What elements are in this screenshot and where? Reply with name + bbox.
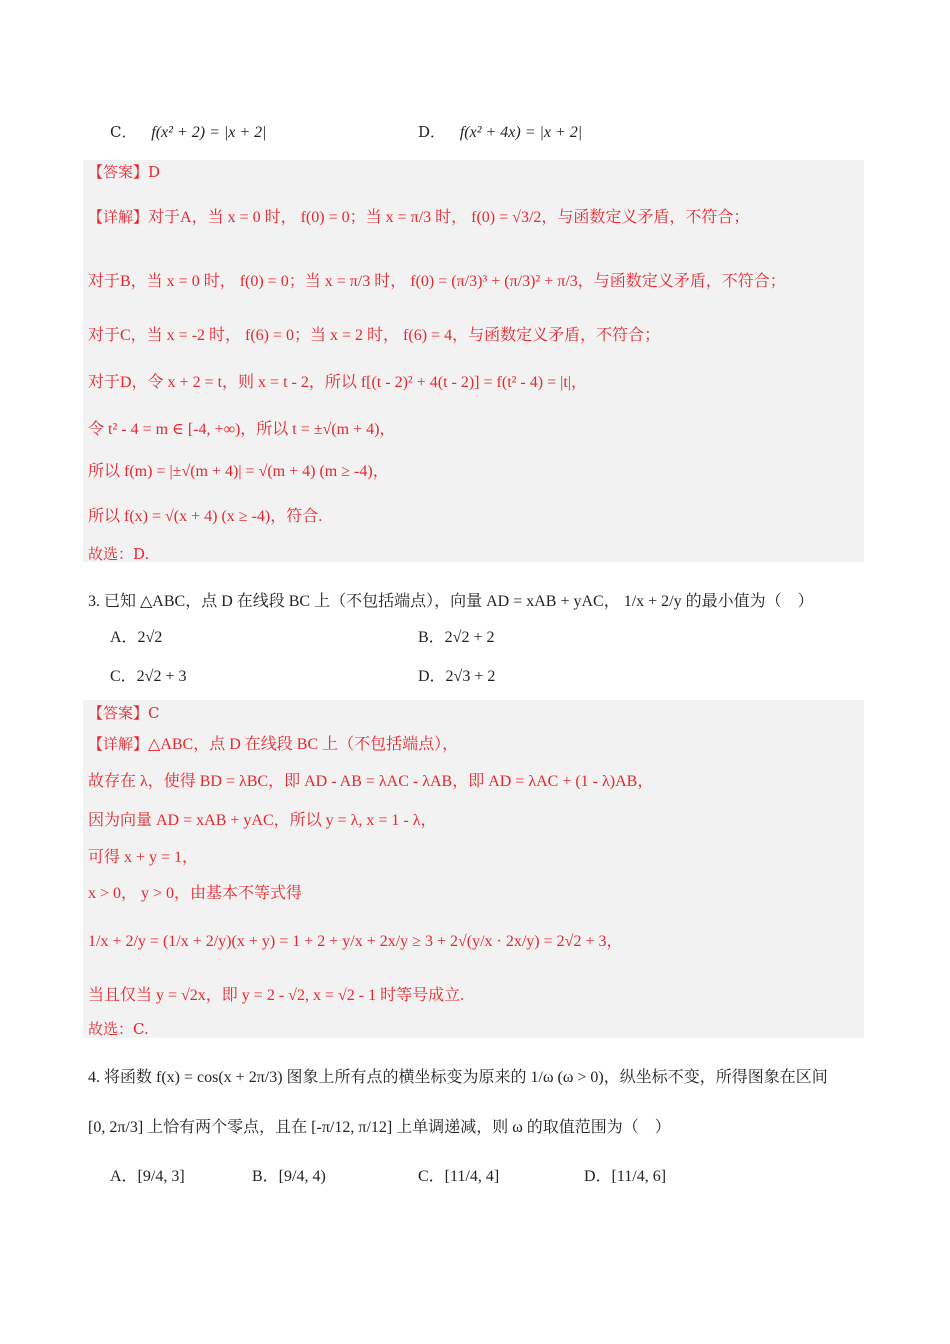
q4-option-d: D．[11/4, 6]	[584, 1168, 667, 1185]
q2-detail-line-1	[88, 206, 864, 229]
q3-detail-line-2	[88, 770, 864, 793]
q3-detail-line-8	[88, 1018, 864, 1040]
q2-option-d	[418, 121, 582, 144]
q2-option-c-label: C．	[110, 123, 137, 141]
q3-detail-text-7: 当且仅当 y = √2x，即 y = 2 - √2, x = √2 - 1 时等号成立.	[88, 987, 465, 1004]
q4-option-c: C．[11/4, 4]	[418, 1168, 500, 1185]
q2-answer-value: D	[148, 163, 161, 181]
q2-detail-text-8: 故选：D.	[88, 545, 150, 563]
q2-detail-line-7	[88, 505, 864, 528]
q3-detail-text-5: x > 0， y > 0，由基本不等式得	[88, 885, 303, 902]
q3-detail-line-7	[88, 984, 864, 1007]
q3-detail-line-3	[88, 809, 864, 832]
q3-detail-line-5	[88, 882, 864, 905]
q3-detail-text-2: 故存在 λ，使得 BD = λBC，即 AD - AB = λAC - λAB，即 AD = λAC + (1 - λ)AB，	[88, 773, 654, 790]
q3-option-a: A．2√2	[110, 629, 163, 646]
q2-detail-text-4: 对于D，令 x + 2 = t，则 x = t - 2，所以 f[(t - 2)² + 4(t - 2)] = f(t² - 4) = |t|，	[88, 374, 587, 391]
q2-detail-text-3: 对于C，当 x = -2 时， f(6) = 0；当 x = 2 时， f(6) = 4，与函数定义矛盾，不符合；	[88, 327, 661, 344]
q2-detail-text-7: 所以 f(x) = √(x + 4) (x ≥ -4)，符合.	[88, 508, 323, 525]
q2-option-d-label: D．	[418, 123, 446, 141]
q3-stem-text: 3. 已知 △ABC，点 D 在线段 BC 上（不包括端点），向量 AD = xAB + yAC， 1/x + 2/y 的最小值为（ ）	[88, 593, 814, 610]
q2-detail-line-6	[88, 460, 864, 483]
q2-answer-line	[88, 161, 864, 183]
q4-stem-line-1	[88, 1066, 864, 1089]
q2-option-d-expr: f(x² + 4x) = |x + 2|	[459, 124, 583, 141]
q3-detail-tag: 【详解】	[88, 735, 149, 753]
q4-stem-text-2: [0, 2π/3] 上恰有两个零点，且在 [-π/12, π/12] 上单调递减，则 ω 的取值范围为（ ）	[88, 1119, 671, 1136]
q2-detail-line-4	[88, 371, 864, 394]
q2-option-c-expr: f(x² + 2) = |x + 2|	[151, 124, 267, 141]
q4-option-b: B．[9/4, 4)	[252, 1168, 326, 1185]
q2-detail-line-2	[88, 270, 864, 293]
q2-detail-text-1: 对于A，当 x = 0 时， f(0) = 0；当 x = π/3 时， f(0) = √3/2，与函数定义矛盾，不符合；	[148, 209, 750, 226]
q3-option-d: D．2√3 + 2	[418, 668, 496, 685]
q3-answer-value: C	[148, 704, 160, 722]
q3-detail-line-4	[88, 846, 864, 869]
q3-detail-text-1: △ABC，点 D 在线段 BC 上（不包括端点），	[148, 736, 459, 753]
q2-detail-text-6: 所以 f(m) = |±√(m + 4)| = √(m + 4) (m ≥ -4)，	[88, 463, 389, 480]
q2-option-c	[110, 121, 267, 144]
q3-detail-text-8: 故选：C.	[88, 1020, 149, 1038]
q2-detail-text-2: 对于B，当 x = 0 时， f(0) = 0；当 x = π/3 时， f(0) = (π/3)³ + (π/3)² + π/3，与函数定义矛盾，不符合；	[88, 273, 786, 290]
q3-detail-line-6	[88, 930, 864, 953]
q3-option-b: B．2√2 + 2	[418, 629, 495, 646]
q3-detail-line-1	[88, 733, 864, 756]
q4-stem-line-2	[88, 1116, 864, 1139]
q2-detail-line-5	[88, 418, 864, 441]
q2-detail-line-3	[88, 324, 864, 347]
q4-stem-text-1: 4. 将函数 f(x) = cos(x + 2π/3) 图象上所有点的横坐标变为原来的 1/ω (ω > 0)，纵坐标不变，所得图象在区间	[88, 1069, 828, 1086]
q3-option-c: C．2√2 + 3	[110, 668, 187, 685]
q3-answer-tag: 【答案】	[88, 704, 149, 722]
q2-detail-text-5: 令 t² - 4 = m ∈ [-4, +∞)，所以 t = ±√(m + 4)，	[88, 421, 396, 438]
q3-detail-text-6: 1/x + 2/y = (1/x + 2/y)(x + y) = 1 + 2 + y/x + 2x/y ≥ 3 + 2√(y/x · 2x/y) = 2√2 + 3，	[88, 933, 623, 950]
q3-answer-line	[88, 702, 864, 724]
q3-stem	[88, 590, 864, 613]
q3-detail-text-4: 可得 x + y = 1，	[88, 849, 199, 866]
q2-detail-line-8	[88, 543, 864, 565]
q4-option-a: A．[9/4, 3]	[110, 1168, 185, 1185]
q2-detail-tag: 【详解】	[88, 208, 149, 226]
q3-detail-text-3: 因为向量 AD = xAB + yAC，所以 y = λ, x = 1 - λ，	[88, 812, 437, 829]
q2-answer-tag: 【答案】	[88, 163, 149, 181]
